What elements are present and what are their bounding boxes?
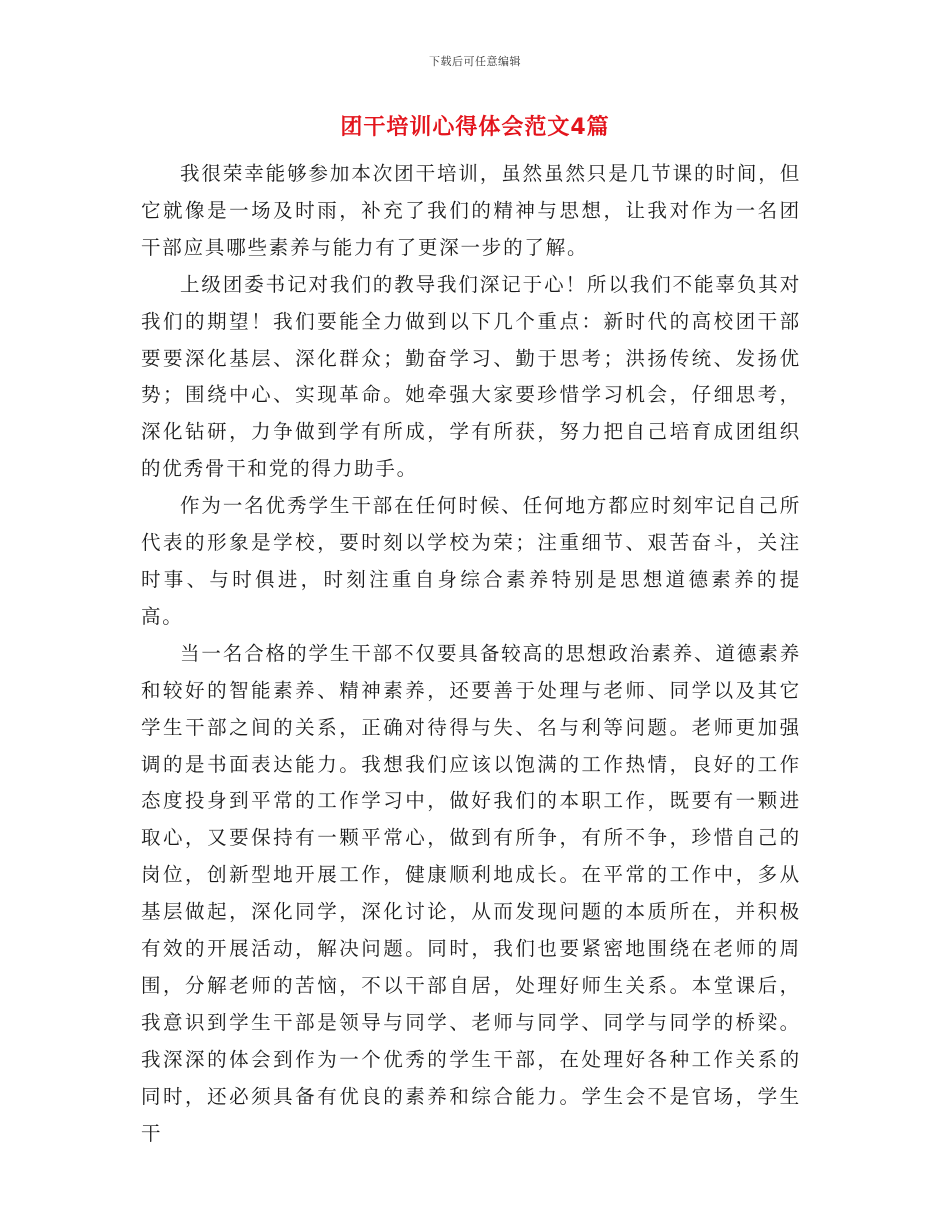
paragraph-3: 作为一名优秀学生干部在任何时候、任何地方都应时刻牢记自己所代表的形象是学校，要时刻以学校为荣；注重细节、艰苦奋斗，关注时事、与时俱进，时刻注重自身综合素养特别是思想道德素养的提高。	[141, 494, 801, 628]
paragraph-1: 我很荣幸能够参加本次团干培训，虽然虽然只是几节课的时间，但它就像是一场及时雨，补充了我们的精神与思想，让我对作为一名团干部应具哪些素养与能力有了更深一步的了解。	[141, 162, 801, 259]
header-note: 下载后可任意编辑	[429, 55, 521, 68]
document-title: 团干培训心得体会范文4篇	[340, 115, 610, 140]
document-body	[141, 156, 801, 1152]
paragraph-2: 上级团委书记对我们的教导我们深记于心！所以我们不能辜负其对我们的期望！我们要能全力做到以下几个重点：新时代的高校团干部要要深化基层、深化群众；勤奋学习、勤于思考；洪扬传统、发扬优势；围绕中心、实现革命。她牵强大家要珍惜学习机会，仔细思考，深化钻研，力争做到学有所成，学有所获，努力把自己培育成团组织的优秀骨干和党的得力助手。	[141, 272, 801, 481]
paragraph-4: 当一名合格的学生干部不仅要具备较高的思想政治素养、道德素养和较好的智能素养、精神素养，还要善于处理与老师、同学以及其它学生干部之间的关系，正确对待得与失、名与利等问题。老师更加强调的是书面表达能力。我想我们应该以饱满的工作热情，良好的工作态度投身到平常的工作学习中，做好我们的本职工作，既要有一颗进取心，又要保持有一颗平常心，做到有所争，有所不争，珍惜自己的岗位，创新型地开展工作，健康顺利地成长。在平常的工作中，多从基层做起，深化同学，深化讨论，从而发现问题的本质所在，并积极有效的开展活动，解决问题。同时，我们也要紧密地围绕在老师的周围，分解老师的苦恼，不以干部自居，处理好师生关系。本堂课后，我意识到学生干部是领导与同学、老师与同学、同学与同学的桥梁。我深深的体会到作为一个优秀的学生干部，在处理好各种工作关系的同时，还必须具备有优良的素养和综合能力。学生会不是官场，学生干	[141, 641, 801, 1145]
